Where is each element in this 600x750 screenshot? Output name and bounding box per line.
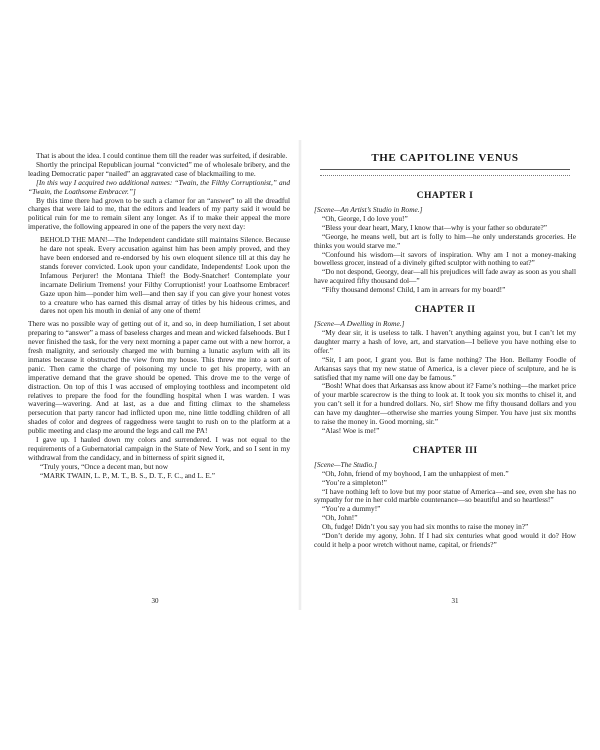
chapter <box>314 190 576 295</box>
bracket-note: [In this way I acquired two additional names: “Twain, the Filthy Corruptionist,” and “Twain, the Loathsome Embracer.”] <box>28 177 290 196</box>
scene-direction: [Scene—The Studio.] <box>314 459 377 469</box>
title-rule <box>320 169 570 176</box>
right-page <box>300 0 600 750</box>
dialogue-line: “Oh, George, I do love you!” <box>322 213 408 223</box>
dialogue-line: “My dear sir, it is useless to talk. I haven’t anything against you, but I can’t let my daughter marry a hash of love, art, and starvation—I believe you have nothing else to offer.” <box>314 327 576 355</box>
chapter-heading: CHAPTER III <box>412 444 478 456</box>
dialogue-line: “I have nothing left to love but my poor statue of America—and see, even she has no sympathy for me in her cold marble countenance—so beautiful and so heartless!” <box>314 486 576 505</box>
page-number-right: 31 <box>451 597 459 605</box>
paragraph: That is about the idea. I could continue them till the reader was surfeited, if desirable. <box>36 151 288 160</box>
dialogue-line: “Oh, John!” <box>322 513 358 523</box>
dialogue-line: “Bosh! What does that Arkansas ass know about it? Fame’s nothing—the market price of your marble scarecrow is the thing to look at. It took you six months to chisel it, and you can’t sell it for a hundred dollars. No, sir! Show me fifty thousand dollars and you can have my daughter—otherwise she marries young Simper. You have just six months to raise the money in. Good morning, sir.” <box>314 381 576 427</box>
dialogue-line: “Sir, I am poor, I grant you. But is fame nothing? The Hon. Bellamy Foodle of Arkansas says that my new statue of America, is a clever piece of sculpture, and he is satisfied that my name will one day be famous.” <box>314 354 576 382</box>
dialogue-line: “Oh, John, friend of my boyhood, I am the unhappiest of men.” <box>322 468 509 478</box>
quote-text: BEHOLD THE MAN!—The Independent candidate still maintains Silence. Because he dare not speak. Every accusation against him has been amply proved, and they have been endorsed and re-endorsed by his own eloquent silence till at this day he stands forever convicted. Look upon your candidate, Independents! Look upon the Infamous Perjurer! the Montana Thief! the Body-Snatcher! Contemplate your incarnate Delirium Tremens! your Filthy Corruptionist! your Loathsome Embracer! Gaze upon him—ponder him well—and then say if you can give your honest votes to a creature who has earned this dismal array of titles by his hideous crimes, and dares not open his mouth in denial of any one of them! <box>40 235 290 316</box>
page-title: THE CAPITOLINE VENUS <box>371 152 519 164</box>
dialogue-line: “You’re a simpleton!” <box>322 477 387 487</box>
dialogue-line: “Don’t deride my agony, John. If I had six centuries what good would it do? How could it help a poor wretch without name, capital, or friends?” <box>314 531 576 549</box>
newspaper-quote <box>40 236 290 316</box>
paragraph: There was no possible way of getting out of it, and so, in deep humiliation, I set about preparing to “answer” a mass of baseless charges and mean and wicked falsehoods. But I never finished the task, for the very next morning a paper came out with a new horror, a fresh malignity, and seriously charged me with burning a lunatic asylum with all its inmates because it obstructed the view from my house. This threw me into a sort of panic. Then came the charge of poisoning my uncle to get his property, with an imperative demand that the grave should be opened. This drove me to the verge of distraction. On top of this I was accused of employing toothless and incompetent old relatives to prepare the food for the foundling hospital when I was warden. I was wavering—wavering. And at last, as a due and fitting climax to the shameless persecution that party rancor had inflicted upon me, nine little toddling children of all shades of color and degrees of raggedness were taught to rush on to the platform at a public meeting and clasp me around the legs and call me PA! <box>28 319 290 436</box>
dialogue-line: “Fifty thousand demons! Child, I am in arrears for my board!” <box>322 285 506 295</box>
signoff-line: “MARK TWAIN, L. P., M. T., B. S., D. T., F. C., and L. E.” <box>40 470 215 480</box>
scene-direction: [Scene—An Artist’s Studio in Rome.] <box>314 205 423 214</box>
chapter-heading: CHAPTER II <box>414 304 476 316</box>
dialogue-line: Oh, fudge! Didn’t you say you had six months to raise the money in?” <box>322 522 529 532</box>
paragraph: Shortly the principal Republican journal “convicted” me of wholesale bribery, and the leading Democratic paper “nailed” an aggravated case of blackmailing to me. <box>28 159 290 178</box>
dialogue-line: “George, he means well, but art is folly to him—he only understands groceries. He thinks you would starve me.” <box>314 231 576 250</box>
page-number-left: 30 <box>151 597 159 605</box>
scene-direction: [Scene—A Dwelling in Rome.] <box>314 319 405 329</box>
paragraph: I gave up. I hauled down my colors and surrendered. I was not equal to the requirements of a Gubernatorial campaign in the State of New York, and so I sent in my withdrawal from the candidacy, and in bitterness of spirit signed it, <box>28 435 290 462</box>
dialogue-line: “Alas! Woe is me!” <box>322 425 380 435</box>
dialogue-line: “Confound his wisdom—it savors of inspiration. Why am I not a money-making bowelless grocer, instead of a divinely gifted sculptor with nothing to eat?” <box>314 249 576 268</box>
signoff-line: “Truly yours, “Once a decent man, but now <box>40 461 169 471</box>
dialogue-line: “You’re a dummy!” <box>322 504 381 514</box>
chapter <box>314 445 576 550</box>
dialogue-line: “Bless your dear heart, Mary, I know that—why is your father so obdurate?” <box>322 222 548 232</box>
chapter-heading: CHAPTER I <box>416 190 474 201</box>
dialogue-line: “Do not despond, Georgy, dear—all his prejudices will fade away as soon as you shall have acquired fifty thousand dol—” <box>314 267 576 286</box>
chapter <box>314 304 576 436</box>
paragraph: By this time there had grown to be such a clamor for an “answer” to all the dreadful charges that were laid to me, that the editors and leaders of my party said it would be political ruin for me to remain silent any longer. As if to make their appeal the more imperative, the following appeared in one of the papers the very next day: <box>28 195 290 232</box>
